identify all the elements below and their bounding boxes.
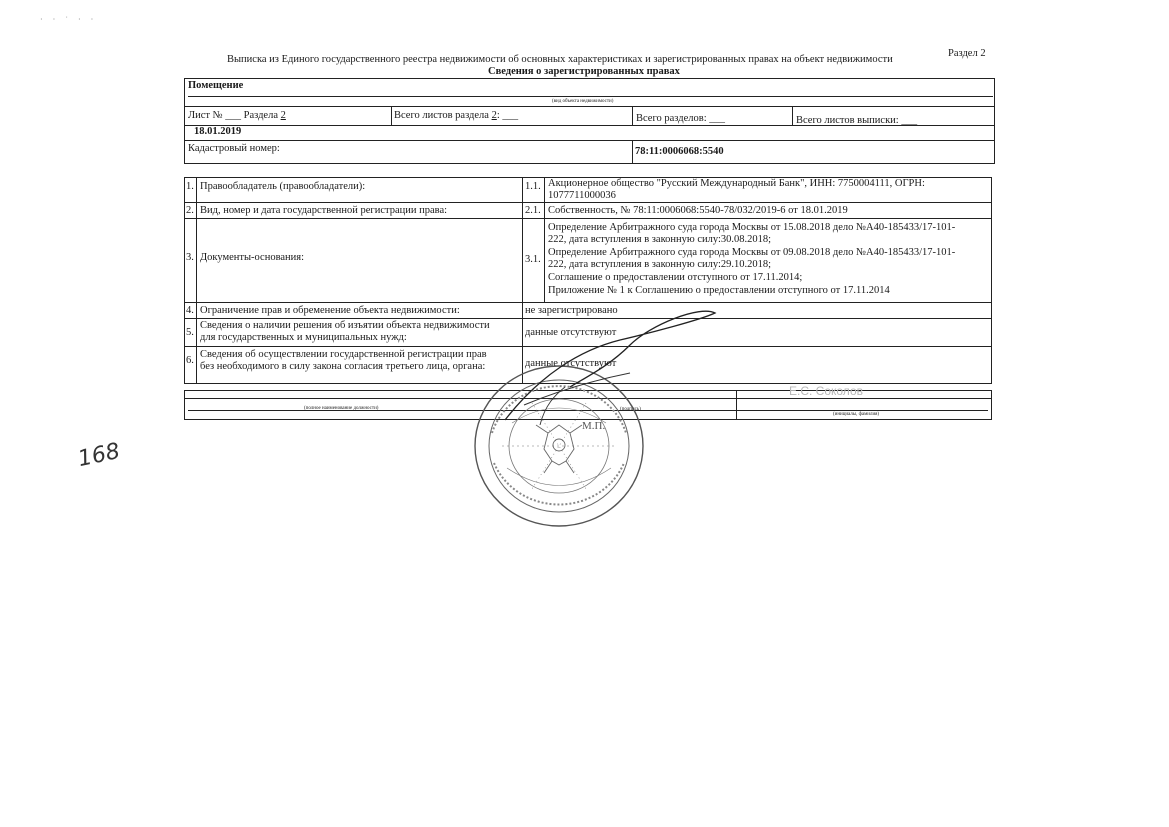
row-value-line: Соглашение о предоставлении отступного от 17.11.2014; [548,272,803,283]
row-label: для государственных и муниципальных нужд: [200,332,407,343]
row-value-line: Приложение № 1 к Соглашению о предоставлении отступного от 17.11.2014 [548,285,890,296]
divider [544,177,545,302]
row-value-line: Определение Арбитражного суда города Москвы от 09.08.2018 дело №А40-185433/17-101- [548,247,956,258]
row-num: 3. [186,252,194,263]
section-label: Раздел 2 [948,48,986,59]
row-num: 2. [186,205,194,216]
divider [184,140,995,141]
row-value-line: Определение Арбитражного суда города Москвы от 15.08.2018 дело №А40-185433/17-101- [548,222,956,233]
signature-caption: (подпись) [620,407,641,412]
signature-scribble-icon [500,295,730,425]
row-label: без необходимого в силу закона согласия третьего лица, органа: [200,361,486,372]
signer-name: Е.С. Соколов [789,384,863,398]
row-label: Ограничение прав и обременение объекта недвижимости: [200,305,460,316]
row-value: не зарегистрировано [525,305,618,316]
document-date: 18.01.2019 [194,126,242,137]
document-subtitle: Сведения о зарегистрированных правах [488,66,680,77]
section-sheets-value: 2 [491,110,497,121]
row-value-line: Собственность, № 78:11:0006068:5540-78/032/2019-6 от 18.01.2019 [548,205,848,216]
cadastral-value: 78:11:0006068:5540 [635,146,724,157]
object-type: Помещение [188,80,244,91]
divider [391,106,392,125]
initials-caption: (инициалы, фамилия) [833,412,880,417]
row-value-line: 222, дата вступления в законную силу:30.08.2018; [548,234,772,245]
row-sub-num: 2.1. [525,205,541,216]
row-num: 6. [186,355,194,366]
section-sheets: Всего листов раздела 2: ___ [394,110,519,121]
divider [792,106,793,125]
object-type-underline [188,96,993,97]
divider [184,125,995,126]
divider [196,177,197,384]
divider [736,390,737,420]
row-sub-num: 3.1. [525,254,541,265]
row-num: 5. [186,327,194,338]
divider [184,202,992,203]
row-value: данные отсутствуют [525,327,617,338]
divider [184,106,995,107]
divider [632,106,633,125]
row-label: Вид, номер и дата государственной регистрации права: [200,205,448,216]
row-label: Сведения о наличии решения об изъятии объекта недвижимости [200,320,490,331]
divider [184,218,992,219]
row-label: Сведения об осуществлении государственной регистрации прав [200,349,487,360]
row-value-line: 222, дата вступления в законную силу:29.10.2018; [548,259,772,270]
total-sections: Всего разделов: ___ [636,113,725,124]
stamp-center-text: М.П. [582,420,606,432]
divider [632,140,633,164]
scan-artifact: · · ˙ · · [40,15,98,24]
position-caption: (полное наименование должности) [304,406,379,411]
row-sub-num: 1.1. [525,181,541,192]
row-label: Правообладатель (правообладатели): [200,181,366,192]
cadastral-label: Кадастровый номер: [188,143,280,154]
sheet-number: Лист № ___ Раздела 2 [188,110,286,121]
row-num: 1. [186,181,194,192]
handwritten-page-number: 168 [75,438,123,473]
row-num: 4. [186,305,194,316]
total-sheets: Всего листов выписки: ___ [796,115,918,126]
row-value-line: Акционерное общество "Русский Международный Банк", ИНН: 7750004111, ОГРН: [548,178,925,189]
sheet-section-num: 2 [280,110,286,121]
document-title: Выписка из Единого государственного реестра недвижимости об основных характеристиках и зарегистрированных правах на объект недвижимости [227,54,893,65]
row-value-line: 1077711000036 [548,190,616,201]
row-label: Документы-основания: [200,252,305,263]
object-type-caption: (вид объекта недвижимости) [552,99,614,104]
row-value: данные отсутствуют [525,358,617,369]
